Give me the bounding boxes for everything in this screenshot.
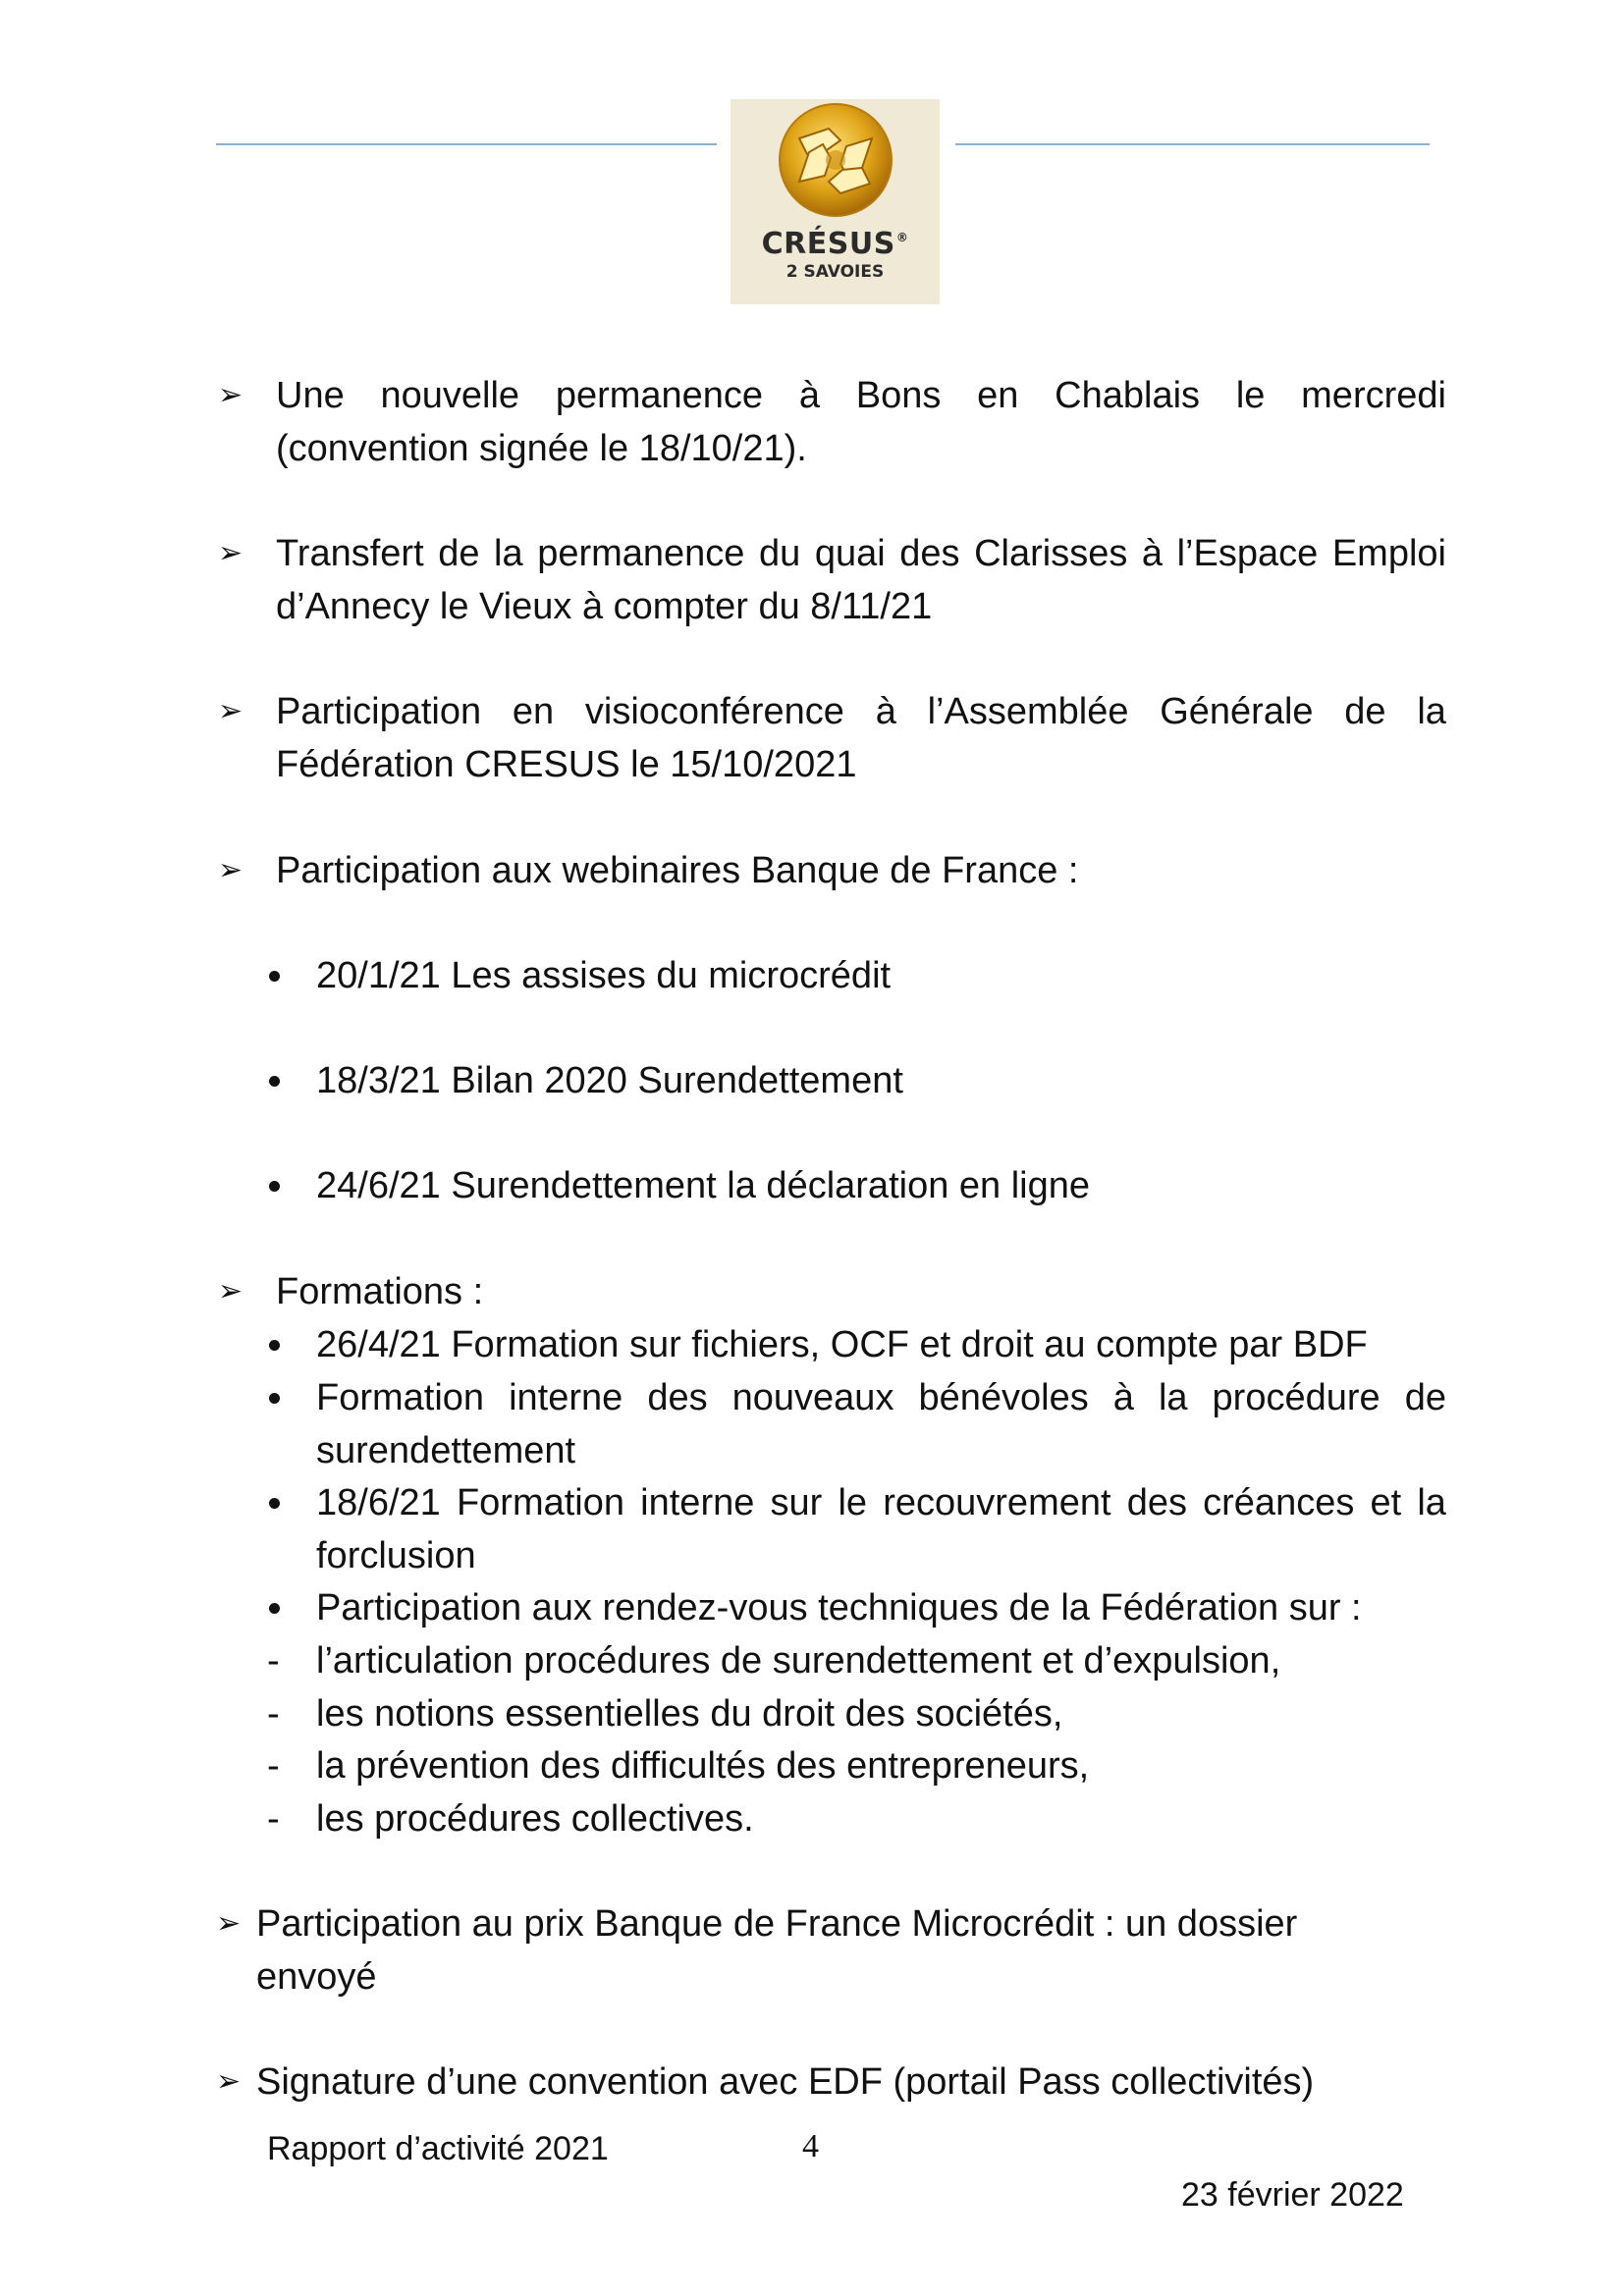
webinar-item: 18/3/21 Bilan 2020 Surendettement (316, 1060, 903, 1101)
item-7-text: Signature d’une convention avec EDF (portail Pass collectivités) (256, 2061, 1315, 2103)
word: à (798, 375, 820, 416)
cresus-logo (731, 99, 940, 304)
word: Bons (855, 375, 942, 416)
word: interne (509, 1377, 623, 1418)
sub-topic: les notions essentielles du droit des sociétés, (316, 1693, 1063, 1735)
bullet-dot-icon (269, 1498, 280, 1509)
arrow-bullet-icon: ➢ (218, 694, 244, 728)
word: Emploi (1331, 533, 1446, 574)
word: la (494, 533, 523, 574)
word: la (1417, 1482, 1446, 1523)
word: recouvrement (883, 1482, 1111, 1523)
word: Formation (316, 1377, 485, 1418)
webinar-item: 24/6/21 Surendettement la déclaration en ligne (316, 1165, 1090, 1206)
arrow-bullet-icon: ➢ (218, 378, 244, 412)
bullet-dot-icon (269, 1603, 280, 1614)
training-item-line-1 (316, 1371, 1446, 1424)
word: à (875, 691, 896, 732)
logo-wordmark: CRÉSUS® (761, 227, 909, 261)
dash-marker: - (267, 1745, 280, 1787)
bullet-dot-icon (269, 1076, 280, 1087)
item-2-line-1 (276, 527, 1446, 580)
arrow-bullet-icon: ➢ (216, 1906, 242, 1941)
bullet-dot-icon (269, 1181, 280, 1192)
word: Chablais (1055, 375, 1201, 416)
word: de (1344, 691, 1386, 732)
sub-topic: la prévention des difficultés des entrepreneurs, (316, 1745, 1090, 1787)
dash-marker: - (267, 1798, 280, 1840)
word: la (1417, 691, 1446, 732)
word: permanence (555, 375, 764, 416)
word: mercredi (1301, 375, 1446, 416)
training-item-line-2: surendettement (316, 1430, 576, 1471)
word: bénévoles (918, 1377, 1089, 1418)
word: nouveaux (731, 1377, 894, 1418)
item-6-line-2: envoyé (256, 1956, 377, 1998)
registered-mark: ® (895, 231, 909, 244)
dash-marker: - (267, 1693, 280, 1735)
word: des (1126, 1482, 1187, 1523)
arrow-bullet-icon: ➢ (218, 1274, 244, 1308)
word: sur (770, 1482, 823, 1523)
word: à (1112, 1377, 1134, 1418)
word: Participation (276, 691, 482, 732)
training-item-line-1 (316, 1476, 1446, 1529)
word: créances (1203, 1482, 1355, 1523)
dash-marker: - (267, 1640, 280, 1682)
sub-topic: l’articulation procédures de surendettement et d’expulsion, (316, 1640, 1281, 1682)
item-3-line-1 (276, 685, 1446, 738)
arrow-bullet-icon: ➢ (216, 2064, 242, 2099)
item-1-line-2: (convention signée le 18/10/21). (276, 428, 807, 469)
word: de (438, 533, 480, 574)
word: quai (814, 533, 886, 574)
item-5-text: Formations : (276, 1271, 484, 1312)
word: Formation (456, 1482, 625, 1523)
word: des (647, 1377, 708, 1418)
word: 18/6/21 (316, 1482, 441, 1523)
word: permanence (537, 533, 745, 574)
word: l’Espace (1176, 533, 1319, 574)
word: à (1141, 533, 1164, 574)
item-4-text: Participation aux webinaires Banque de France : (276, 850, 1079, 891)
webinar-item: 20/1/21 Les assises du microcrédit (316, 955, 892, 996)
word: la (1158, 1377, 1188, 1418)
bullet-dot-icon (269, 971, 280, 982)
arrow-bullet-icon: ➢ (218, 853, 244, 887)
word: nouvelle (380, 375, 520, 416)
footer-date: 23 février 2022 (1181, 2176, 1404, 2214)
word: Une (276, 375, 345, 416)
item-2-line-2: d’Annecy le Vieux à compter du 8/11/21 (276, 586, 933, 627)
word: visioconférence (584, 691, 844, 732)
word: le (1235, 375, 1266, 416)
page-number: 4 (802, 2128, 819, 2164)
word: de (1404, 1377, 1446, 1418)
header-rule-left (216, 143, 717, 145)
word: des (899, 533, 960, 574)
word: interne (640, 1482, 755, 1523)
training-item: 26/4/21 Formation sur fichiers, OCF et droit au compte par BDF (316, 1324, 1368, 1365)
item-3-line-2: Fédération CRESUS le 15/10/2021 (276, 744, 857, 785)
word: Générale (1160, 691, 1314, 732)
word: l’Assemblée (927, 691, 1129, 732)
item-1-line-1 (276, 369, 1446, 422)
arrow-bullet-icon: ➢ (218, 536, 244, 570)
footer-title: Rapport d’activité 2021 (267, 2130, 609, 2167)
word: Transfert (276, 533, 424, 574)
word: Clarisses (974, 533, 1128, 574)
word: et (1370, 1482, 1402, 1523)
word: du (759, 533, 801, 574)
header-rule-right (955, 143, 1430, 145)
bullet-dot-icon (269, 1393, 280, 1404)
item-6-line-1: Participation au prix Banque de France Microcrédit : un dossier (256, 1903, 1298, 1945)
training-item-line-2: forclusion (316, 1535, 476, 1576)
bullet-dot-icon (269, 1340, 280, 1351)
word: le (838, 1482, 868, 1523)
sub-topic: les procédures collectives. (316, 1798, 754, 1840)
logo-subtitle: 2 SAVOIES (785, 262, 885, 282)
training-item: Participation aux rendez-vous techniques de la Fédération sur : (316, 1587, 1362, 1629)
word: en (977, 375, 1019, 416)
word: procédure (1212, 1377, 1380, 1418)
word: en (512, 691, 555, 732)
